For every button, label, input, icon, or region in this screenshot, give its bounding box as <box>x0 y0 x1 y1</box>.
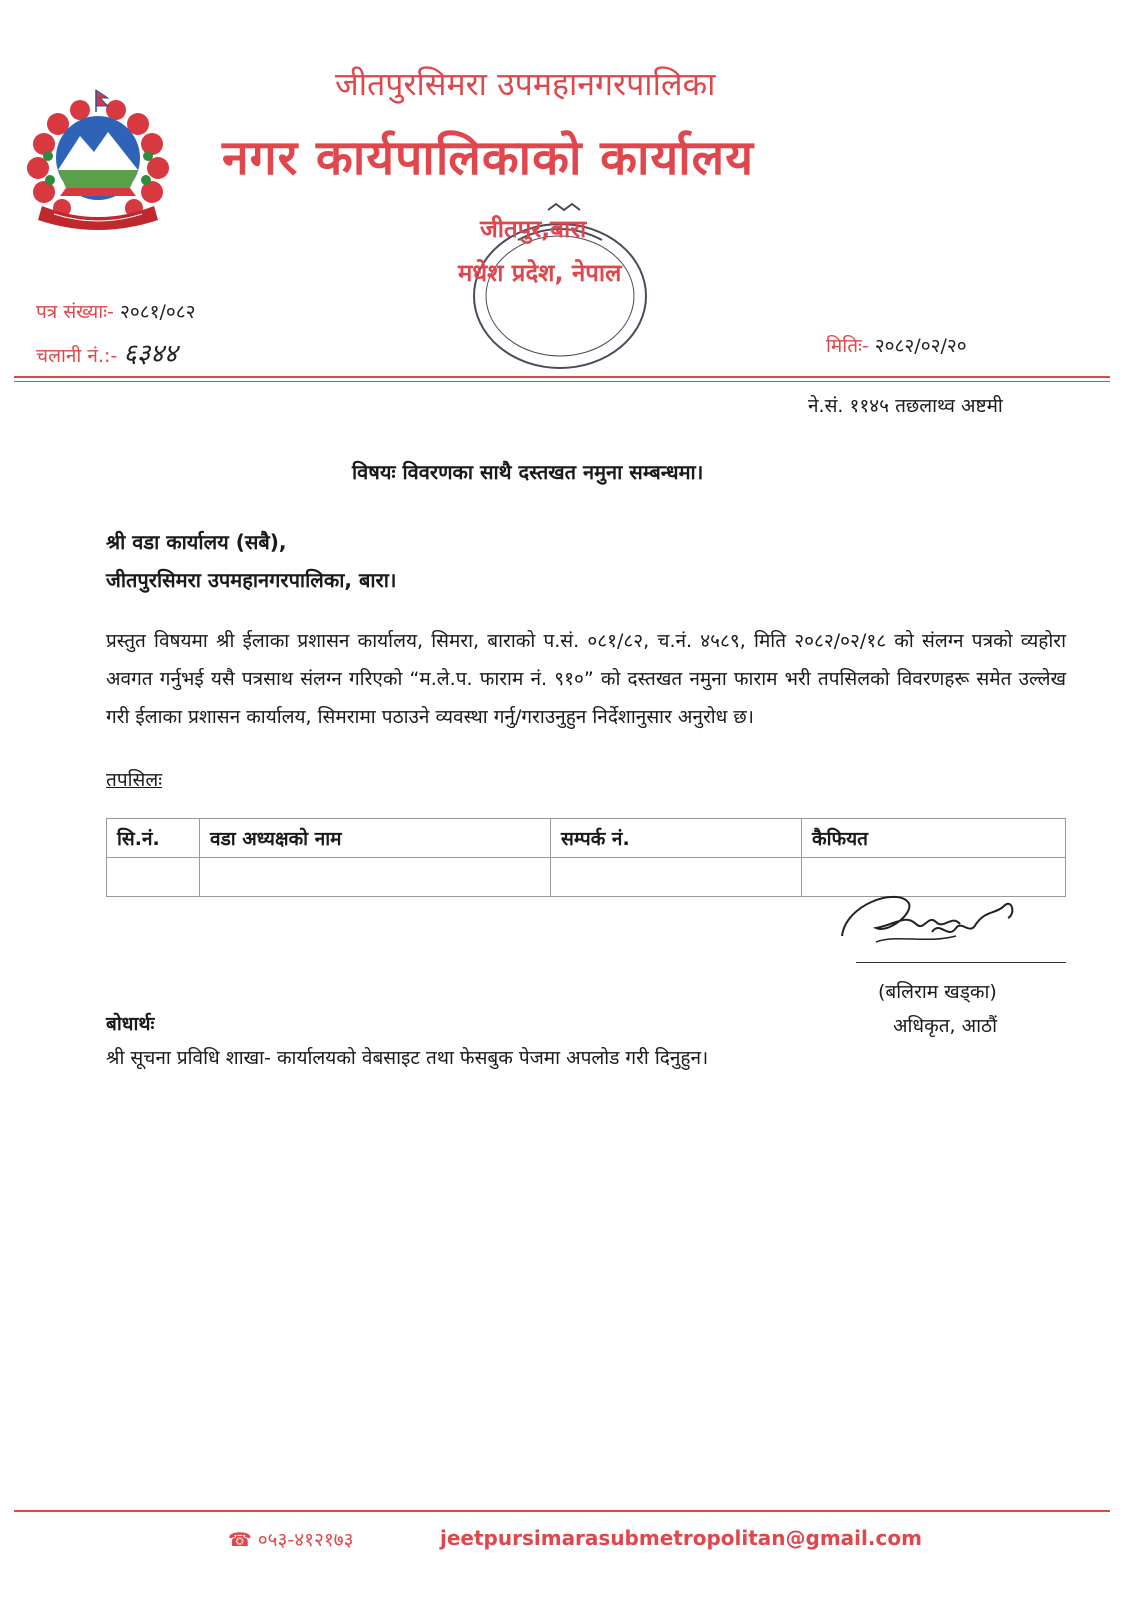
footer-phone <box>228 1526 354 1552</box>
letter-subject: विषयः विवरणका साथै दस्तखत नमुना सम्बन्धमा। <box>352 460 704 484</box>
letter-number <box>36 298 196 324</box>
letter-number-label: पत्र संख्याः- <box>36 301 114 323</box>
cc-label: बोधार्थः <box>106 1013 155 1035</box>
phone-number: ०५३-४१२१७३ <box>257 1529 354 1551</box>
handwritten-signature <box>836 884 1036 964</box>
table-cell <box>551 858 802 897</box>
date-value: २०८२/०२/२० <box>874 335 967 357</box>
letter-body: प्रस्तुत विषयमा श्री ईलाका प्रशासन कार्यालय, सिमरा, बाराको प.सं. ०८१/८२, च.नं. ४५८९, मिति २०८२/०२/१८ को संलग्न पत्रको व्यहोरा अवगत गर्नुभई यसै पत्रसाथ संलग्न गरिएको “म.ले.प. फाराम नं. ९१०” को दस्तखत नमुना फाराम भरी तपसिलको विवरणहरू समेत उल्लेख गरी ईलाका प्रशासन कार्यालय, सिमरामा पठाउने व्यवस्था गर्नु/गराउनुहुन निर्देशानुसार अनुरोध छ। <box>106 630 1066 728</box>
recipient-line-1: श्री वडा कार्यालय (सबै), <box>106 530 287 554</box>
recipient-line-2: जीतपुरसिमरा उपमहानगरपालिका, बारा। <box>106 568 397 592</box>
dispatch-number-label: चलानी नं.:- <box>36 345 118 367</box>
footer-divider <box>14 1510 1110 1512</box>
table-cell <box>200 858 551 897</box>
dispatch-number <box>36 334 177 370</box>
nepal-emblem-logo <box>18 88 178 236</box>
signatory-post: अधिकृत, आठौं <box>893 1015 998 1037</box>
header-divider-bottom <box>14 381 1110 382</box>
details-label: तपसिलः <box>106 769 163 791</box>
signatory-name: (बलिराम खड्का) <box>878 981 997 1003</box>
dispatch-number-value: ६३४४ <box>123 339 178 369</box>
column-header-remarks: कैफियत <box>802 819 1066 858</box>
seal-location: जीतपुर,बारा <box>480 215 587 243</box>
office-name-heading: नगर कार्यपालिकाको कार्यालय <box>222 130 755 186</box>
header-divider-top <box>14 376 1110 378</box>
column-header-ward-chair: वडा अध्यक्षको नाम <box>200 819 551 858</box>
nepal-sambat-date: ने.सं. ११४५ तछलाथ्व अष्टमी <box>808 395 1003 417</box>
table-header-row <box>107 819 1066 858</box>
letter-number-value: २०८१/०८२ <box>119 301 196 323</box>
municipality-name: जीतपुरसिमरा उपमहानगरपालिका <box>335 65 716 103</box>
cc-recipient: श्री सूचना प्रविधि शाखा- कार्यालयको वेबसाइट तथा फेसबुक पेजमा अपलोड गरी दिनुहुन। <box>106 1047 709 1069</box>
date-label: मितिः- <box>826 335 869 357</box>
table-cell <box>107 858 200 897</box>
phone-icon: ☎ <box>228 1529 252 1551</box>
column-header-serial: सि.नं. <box>107 819 200 858</box>
column-header-contact: सम्पर्क नं. <box>551 819 802 858</box>
letter-date <box>826 332 967 358</box>
signature-line <box>856 962 1066 963</box>
footer-email: jeetpursimarasubmetropolitan@gmail.com <box>440 1526 922 1550</box>
seal-province: मधेश प्रदेश, नेपाल <box>458 259 622 287</box>
